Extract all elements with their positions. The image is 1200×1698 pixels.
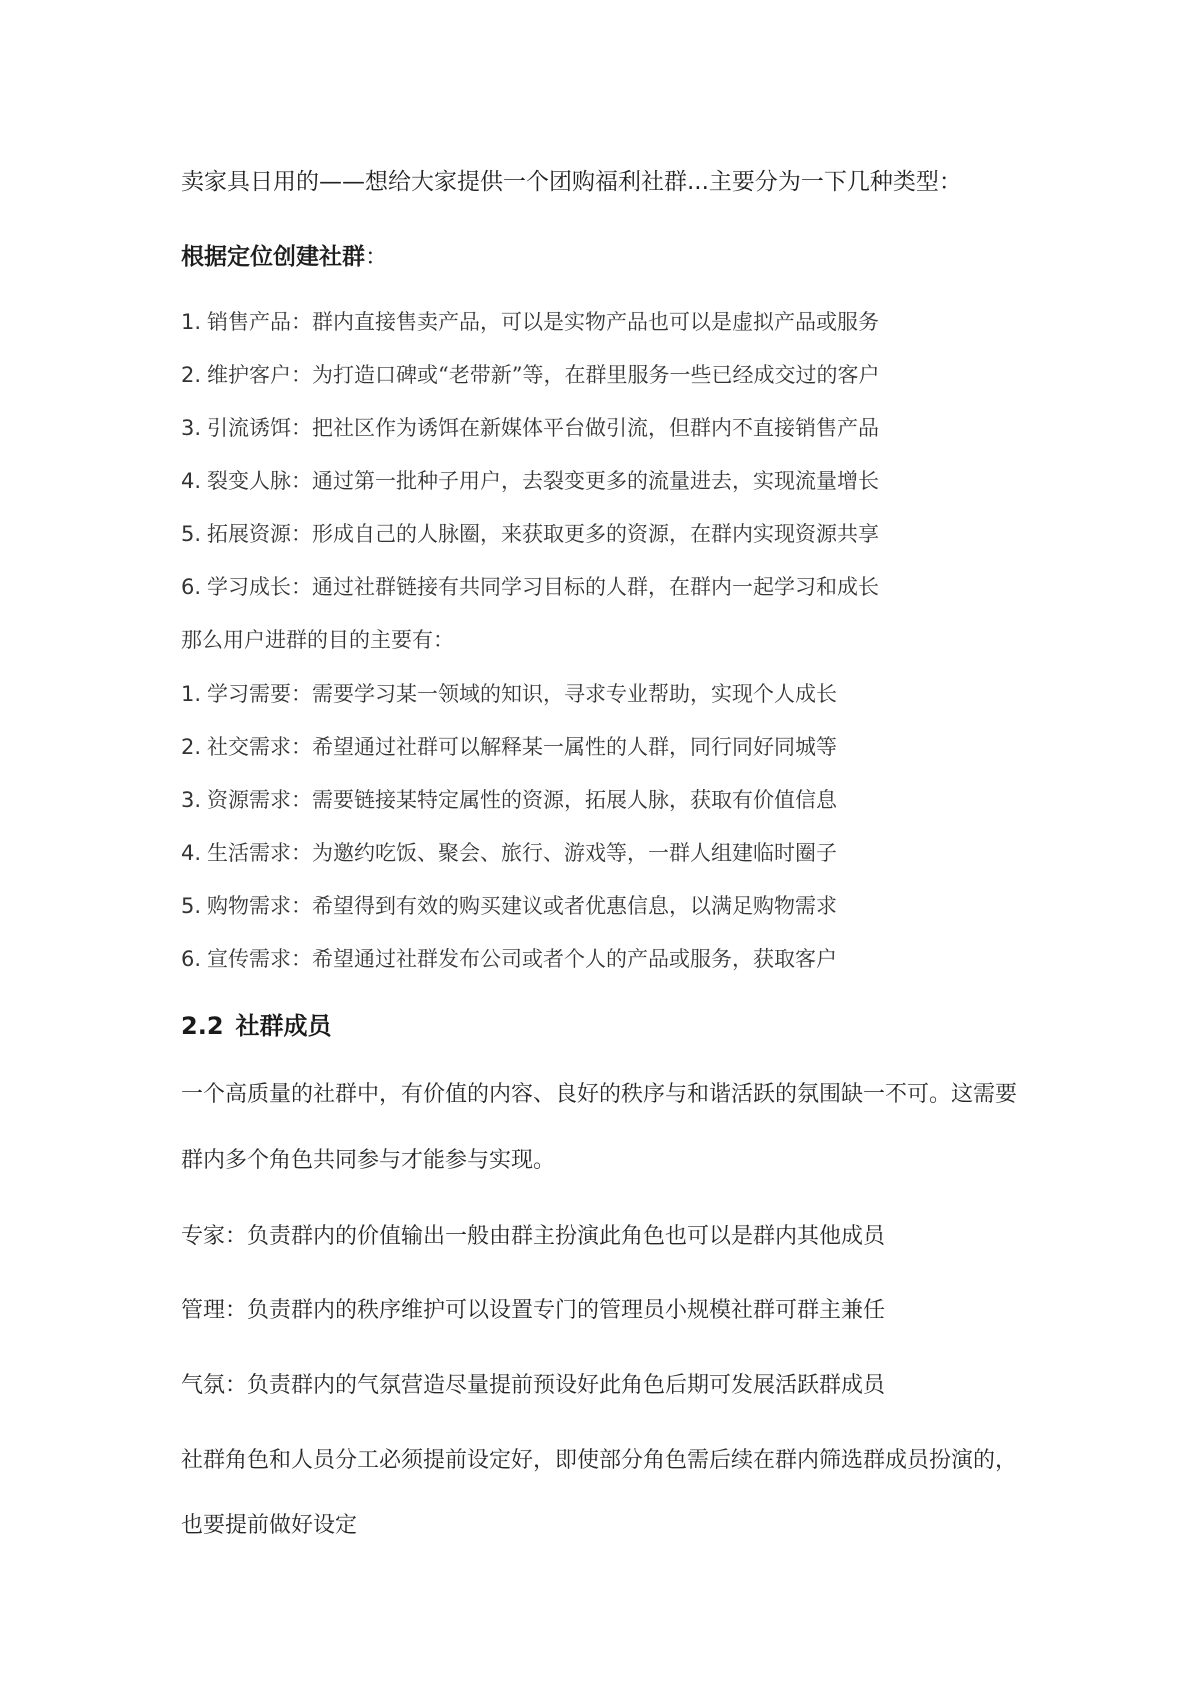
item-number: 5. <box>181 522 202 546</box>
positioning-item <box>181 518 879 548</box>
item-text: 生活需求：为邀约吃饭、聚会、旅行、游戏等，一群人组建临时圈子 <box>207 841 838 865</box>
body-paragraph: 群内多个角色共同参与才能参与实现。 <box>181 1148 556 1173</box>
item-text: 宣传需求：希望通过社群发布公司或者个人的产品或服务，获取客户 <box>207 947 838 971</box>
body-paragraph: 社群角色和人员分工必须提前设定好，即使部分角色需后续在群内筛选群成员扮演的， <box>181 1448 1018 1473</box>
section-title <box>181 1006 332 1041</box>
positioning-heading-colon: ： <box>365 244 388 270</box>
body-paragraph: 管理：负责群内的秩序维护可以设置专门的管理员小规模社群可群主兼任 <box>181 1298 886 1323</box>
body-paragraph: 气氛：负责群内的气氛营造尽量提前预设好此角色后期可发展活跃群成员 <box>181 1373 886 1398</box>
purpose-item <box>181 784 837 814</box>
purpose-item <box>181 837 837 867</box>
item-number: 1. <box>181 310 202 334</box>
positioning-item <box>181 465 879 495</box>
body-paragraph: 也要提前做好设定 <box>181 1513 358 1538</box>
section-number: 2.2 <box>181 1012 224 1040</box>
item-text: 资源需求：需要链接某特定属性的资源，拓展人脉，获取有价值信息 <box>207 788 838 812</box>
item-text: 学习需要：需要学习某一领域的知识，寻求专业帮助，实现个人成长 <box>207 682 838 706</box>
positioning-heading <box>181 238 388 271</box>
purpose-lead: 那么用户进群的目的主要有： <box>181 628 454 652</box>
item-number: 5. <box>181 894 202 918</box>
positioning-item <box>181 306 879 336</box>
item-text: 社交需求：希望通过社群可以解释某一属性的人群，同行同好同城等 <box>207 735 838 759</box>
item-number: 2. <box>181 735 202 759</box>
item-text: 引流诱饵：把社区作为诱饵在新媒体平台做引流，但群内不直接销售产品 <box>207 416 880 440</box>
purpose-item <box>181 890 837 920</box>
positioning-item <box>181 412 879 442</box>
item-number: 3. <box>181 416 202 440</box>
positioning-heading-text: 根据定位创建社群 <box>181 244 365 270</box>
item-number: 2. <box>181 363 202 387</box>
item-number: 4. <box>181 841 202 865</box>
intro-line: 卖家具日用的——想给大家提供一个团购福利社群...主要分为一下几种类型： <box>181 169 962 195</box>
item-text: 维护客户：为打造口碑或“老带新”等，在群里服务一些已经成交过的客户 <box>207 363 880 387</box>
purpose-item <box>181 731 837 761</box>
section-title-text: 社群成员 <box>235 1012 332 1040</box>
purpose-item <box>181 678 837 708</box>
item-number: 6. <box>181 947 202 971</box>
item-text: 销售产品：群内直接售卖产品，可以是实物产品也可以是虚拟产品或服务 <box>207 310 880 334</box>
positioning-item <box>181 571 879 601</box>
item-number: 6. <box>181 575 202 599</box>
item-text: 裂变人脉：通过第一批种子用户，去裂变更多的流量进去，实现流量增长 <box>207 469 880 493</box>
body-paragraph: 一个高质量的社群中，有价值的内容、良好的秩序与和谐活跃的氛围缺一不可。这需要 <box>181 1082 1018 1107</box>
item-number: 1. <box>181 682 202 706</box>
positioning-item <box>181 359 880 389</box>
purpose-item <box>181 943 837 973</box>
item-number: 4. <box>181 469 202 493</box>
item-text: 拓展资源：形成自己的人脉圈，来获取更多的资源，在群内实现资源共享 <box>207 522 880 546</box>
item-number: 3. <box>181 788 202 812</box>
item-text: 购物需求：希望得到有效的购买建议或者优惠信息，以满足购物需求 <box>207 894 838 918</box>
body-paragraph: 专家：负责群内的价值输出一般由群主扮演此角色也可以是群内其他成员 <box>181 1224 886 1249</box>
item-text: 学习成长：通过社群链接有共同学习目标的人群，在群内一起学习和成长 <box>207 575 880 599</box>
